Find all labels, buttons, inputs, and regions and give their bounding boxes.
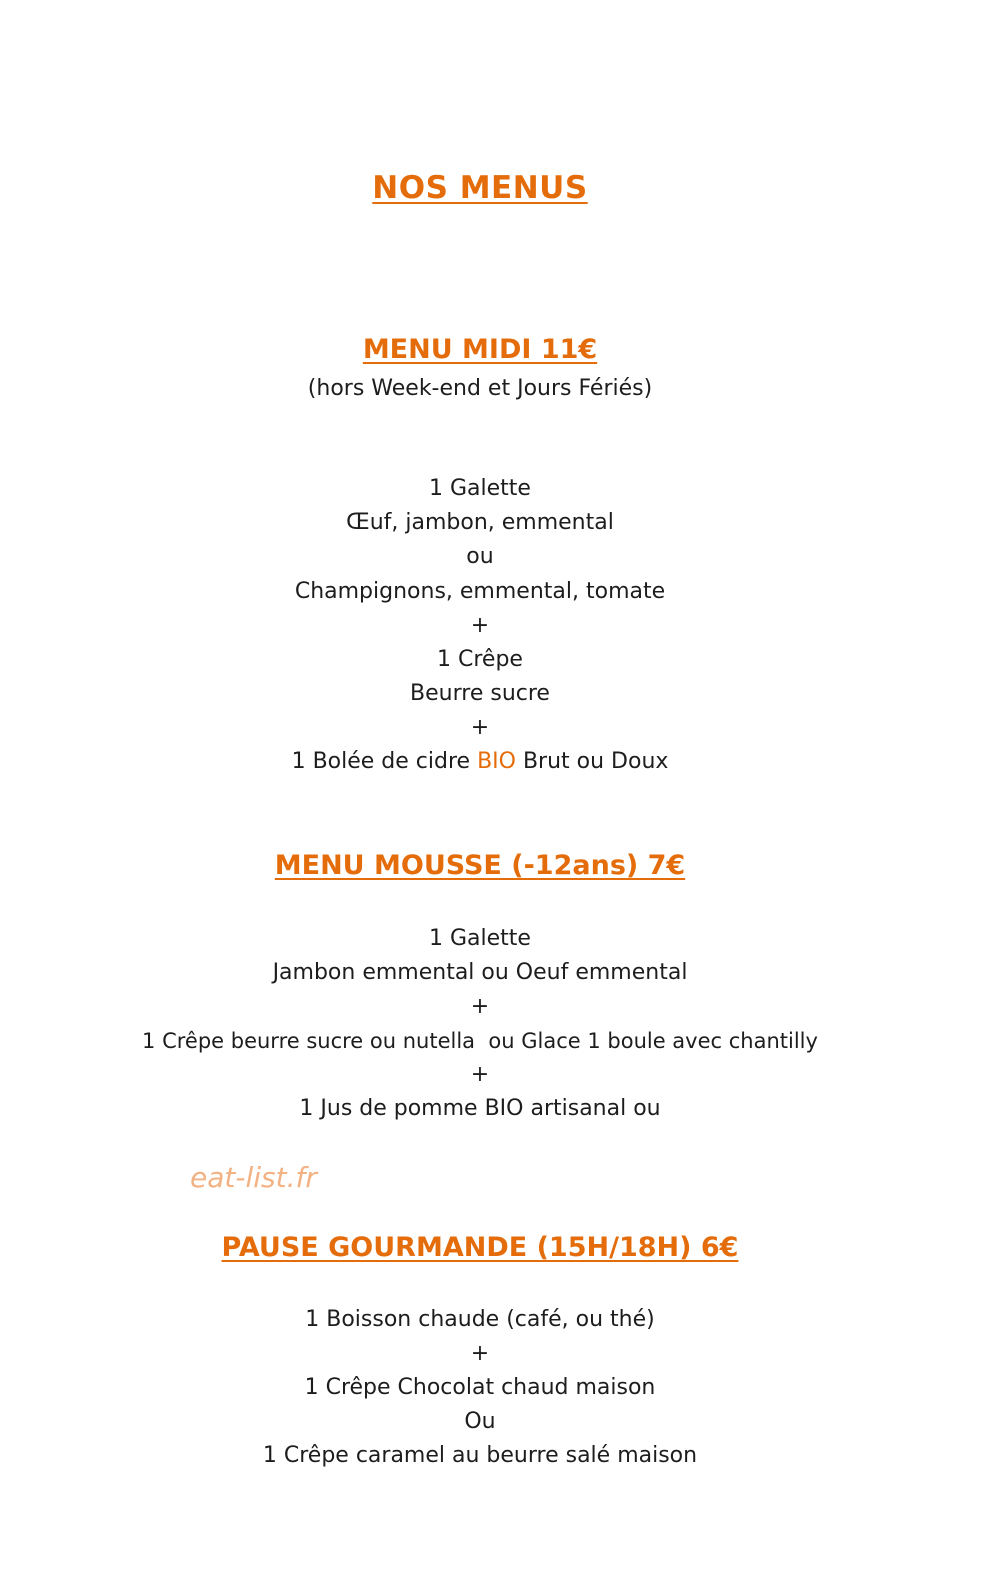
- menu-mousse-title: MENU MOUSSE (-12ans) 7€: [274, 850, 686, 881]
- pause-line: Ou: [464, 1409, 496, 1434]
- menu-mousse-line: 1 Jus de pomme BIO artisanal ou: [299, 1096, 661, 1121]
- menu-midi-line: 1 Galette: [429, 476, 531, 501]
- page-title: NOS MENUS: [372, 170, 588, 206]
- pause-line: 1 Crêpe caramel au beurre salé maison: [262, 1443, 698, 1468]
- menu-midi-line: +: [470, 613, 490, 638]
- menu-midi-line: ou: [466, 544, 494, 569]
- menu-midi-line: 1 Crêpe: [437, 647, 523, 672]
- pause-line: +: [470, 1341, 490, 1366]
- menu-midi-title: MENU MIDI 11€: [362, 334, 598, 365]
- watermark-text: eat-list.fr: [190, 1161, 317, 1194]
- bio-highlight: BIO: [477, 749, 516, 774]
- menu-midi-cider-line: [0, 745, 960, 779]
- menu-midi-subtitle: (hors Week-end et Jours Fériés): [307, 376, 653, 401]
- menu-midi-line: +: [470, 715, 490, 740]
- cider-text-before: 1 Bolée de cidre: [291, 749, 478, 774]
- menu-mousse-line: Jambon emmental ou Oeuf emmental: [272, 960, 688, 985]
- menu-mousse-line: 1 Galette: [429, 926, 531, 951]
- menu-midi-line: Champignons, emmental, tomate: [294, 579, 666, 604]
- pause-gourmande-title: PAUSE GOURMANDE (15H/18H) 6€: [221, 1232, 739, 1263]
- menu-mousse-line: +: [470, 1062, 490, 1087]
- pause-line: 1 Crêpe Chocolat chaud maison: [304, 1375, 656, 1400]
- menu-mousse-line: 1 Crêpe beurre sucre ou nutella ou Glace 1 boule avec chantilly: [142, 1029, 818, 1053]
- menu-mousse-line: +: [470, 994, 490, 1019]
- menu-midi-line: Œuf, jambon, emmental: [346, 510, 614, 535]
- cider-text-after: Brut ou Doux: [515, 749, 669, 774]
- pause-line: 1 Boisson chaude (café, ou thé): [305, 1307, 655, 1332]
- menu-midi-line: Beurre sucre: [410, 681, 550, 706]
